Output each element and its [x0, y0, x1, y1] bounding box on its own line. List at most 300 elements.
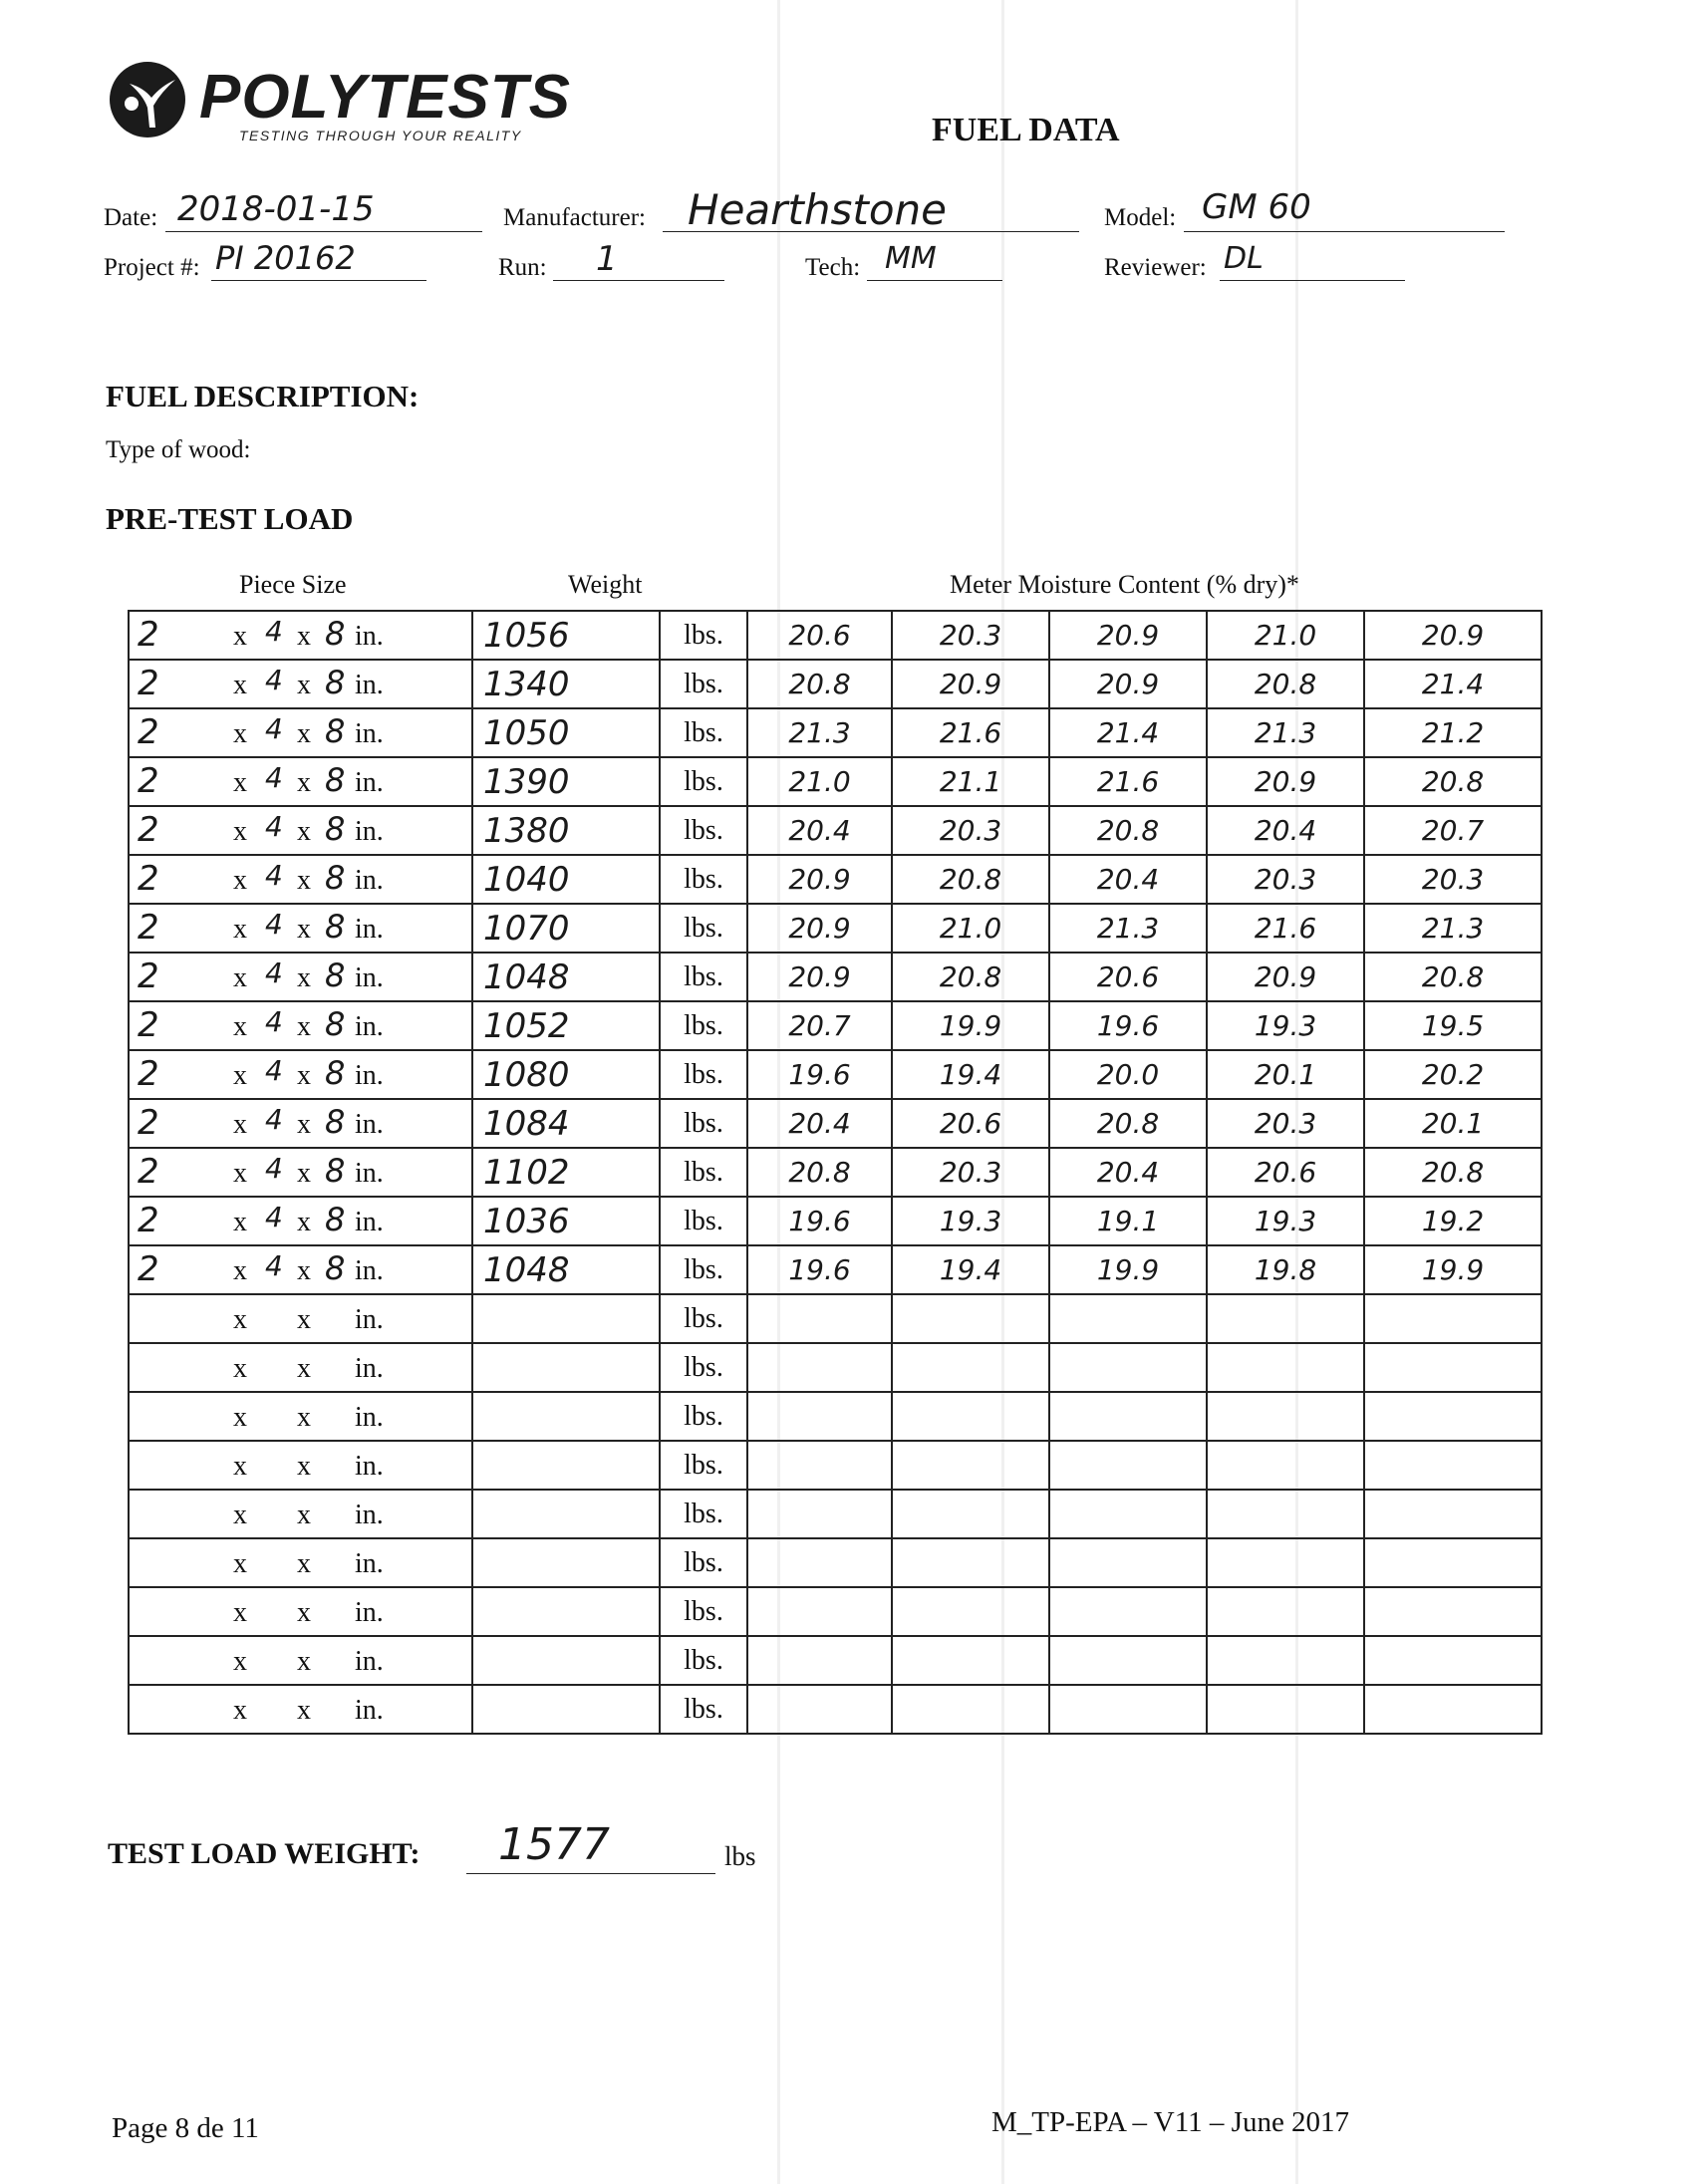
moisture-reading-cell [1207, 1294, 1364, 1343]
moisture-reading-cell [892, 1490, 1049, 1538]
piece-size-cell [129, 953, 472, 1001]
weight-cell [472, 1441, 660, 1490]
moisture-reading-cell: 19.2 [1364, 1197, 1542, 1245]
project-line [211, 280, 426, 281]
model-label: Model: [1104, 204, 1177, 231]
dim-separator-x: x [297, 621, 311, 652]
dim-separator-x: x [233, 865, 247, 896]
dim-separator-x: x [233, 962, 247, 993]
unit-lbs: lbs. [660, 1294, 747, 1343]
weight-header: Weight [568, 570, 643, 599]
dim-separator-x: x [297, 1500, 311, 1530]
table-row [129, 1245, 1542, 1294]
piece-size-cell [129, 1099, 472, 1148]
table-row [129, 1685, 1542, 1734]
moisture-reading-cell: 20.4 [747, 1099, 892, 1148]
unit-lbs: lbs. [660, 1099, 747, 1148]
moisture-reading-cell [747, 1441, 892, 1490]
unit-lbs: lbs. [660, 1538, 747, 1587]
piece-size-cell [129, 1392, 472, 1441]
weight-cell [472, 1343, 660, 1392]
moisture-reading-cell: 21.1 [892, 757, 1049, 806]
moisture-reading-cell: 20.7 [1364, 806, 1542, 855]
reviewer-label: Reviewer: [1104, 254, 1207, 281]
moisture-reading-cell: 21.4 [1364, 660, 1542, 708]
table-row [129, 611, 1542, 660]
dim-separator-x: x [297, 1109, 311, 1140]
piece-dim-c: 8 [325, 956, 346, 994]
unit-in: in. [355, 670, 384, 700]
moisture-reading-cell: 20.3 [892, 611, 1049, 660]
moisture-reading-cell: 19.3 [892, 1197, 1049, 1245]
dim-separator-x: x [297, 670, 311, 700]
piece-size-cell [129, 757, 472, 806]
unit-in: in. [355, 1695, 384, 1726]
weight-cell: 1052 [472, 1001, 660, 1050]
weight-cell: 1380 [472, 806, 660, 855]
weight-cell: 1070 [472, 904, 660, 953]
piece-dim-c: 8 [325, 810, 346, 848]
table-row [129, 660, 1542, 708]
moisture-reading-cell: 19.8 [1207, 1245, 1364, 1294]
unit-in: in. [355, 1402, 384, 1433]
piece-size-cell [129, 1245, 472, 1294]
piece-size-cell [129, 708, 472, 757]
piece-dim-c: 8 [325, 1054, 346, 1092]
table-row [129, 1343, 1542, 1392]
piece-dim-c: 8 [325, 1152, 346, 1190]
moisture-reading-cell: 21.6 [1049, 757, 1207, 806]
moisture-reading-cell [747, 1636, 892, 1685]
weight-cell: 1040 [472, 855, 660, 904]
dim-separator-x: x [297, 1255, 311, 1286]
unit-lbs: lbs. [660, 1245, 747, 1294]
table-row [129, 1099, 1542, 1148]
unit-in: in. [355, 1304, 384, 1335]
table-row [129, 1050, 1542, 1099]
table-row [129, 953, 1542, 1001]
moisture-reading-cell: 20.8 [1049, 1099, 1207, 1148]
moisture-reading-cell [892, 1685, 1049, 1734]
moisture-reading-cell [892, 1538, 1049, 1587]
test-load-weight-label: TEST LOAD WEIGHT: [108, 1837, 421, 1870]
moisture-reading-cell: 19.3 [1207, 1197, 1364, 1245]
piece-dim-a: 2 [138, 1103, 159, 1143]
dim-separator-x: x [233, 1402, 247, 1433]
moisture-reading-cell [892, 1636, 1049, 1685]
dim-separator-x: x [233, 1597, 247, 1628]
dim-separator-x: x [233, 767, 247, 798]
tech-label: Tech: [805, 254, 861, 281]
moisture-reading-cell: 20.4 [1049, 1148, 1207, 1197]
unit-lbs: lbs. [660, 806, 747, 855]
model-value: GM 60 [1202, 187, 1311, 227]
table-row [129, 1441, 1542, 1490]
piece-dim-b: 4 [265, 810, 283, 843]
unit-lbs: lbs. [660, 660, 747, 708]
unit-in: in. [355, 1548, 384, 1579]
piece-size-cell [129, 904, 472, 953]
moisture-reading-cell [1364, 1343, 1542, 1392]
moisture-reading-cell [747, 1685, 892, 1734]
piece-dim-a: 2 [138, 908, 159, 948]
brand-tagline: TESTING THROUGH YOUR REALITY [239, 128, 522, 143]
unit-in: in. [355, 1646, 384, 1677]
piece-dim-b: 4 [265, 1201, 283, 1233]
type-of-wood-label: Type of wood: [106, 436, 251, 463]
unit-in: in. [355, 962, 384, 993]
moisture-reading-cell: 20.8 [1364, 953, 1542, 1001]
weight-cell: 1048 [472, 953, 660, 1001]
dim-separator-x: x [297, 767, 311, 798]
unit-in: in. [355, 1451, 384, 1482]
dim-separator-x: x [233, 816, 247, 847]
test-load-weight-line [466, 1873, 715, 1874]
page-number: Page 8 de 11 [112, 2112, 259, 2144]
dim-separator-x: x [233, 1500, 247, 1530]
moisture-reading-cell: 20.4 [1049, 855, 1207, 904]
table-row [129, 904, 1542, 953]
weight-cell: 1102 [472, 1148, 660, 1197]
weight-cell: 1050 [472, 708, 660, 757]
piece-size-cell [129, 1441, 472, 1490]
unit-in: in. [355, 1207, 384, 1237]
tech-value: MM [885, 241, 937, 276]
reviewer-line [1220, 280, 1405, 281]
moisture-reading-cell: 19.6 [747, 1197, 892, 1245]
unit-lbs: lbs. [660, 1490, 747, 1538]
dim-separator-x: x [233, 621, 247, 652]
unit-in: in. [355, 1353, 384, 1384]
piece-size-cell [129, 611, 472, 660]
piece-dim-a: 2 [138, 664, 159, 703]
manufacturer-value: Hearthstone [688, 185, 948, 234]
moisture-reading-cell [747, 1343, 892, 1392]
unit-lbs: lbs. [660, 1001, 747, 1050]
piece-size-cell [129, 806, 472, 855]
dim-separator-x: x [297, 1207, 311, 1237]
moisture-reading-cell [747, 1392, 892, 1441]
piece-dim-a: 2 [138, 1005, 159, 1045]
dim-separator-x: x [233, 1207, 247, 1237]
piece-size-cell [129, 660, 472, 708]
piece-size-cell [129, 1538, 472, 1587]
moisture-header: Meter Moisture Content (% dry)* [950, 570, 1299, 599]
dim-separator-x: x [297, 718, 311, 749]
table-row [129, 1294, 1542, 1343]
table-row [129, 1392, 1542, 1441]
moisture-reading-cell [747, 1538, 892, 1587]
weight-cell: 1084 [472, 1099, 660, 1148]
moisture-reading-cell [747, 1294, 892, 1343]
dim-separator-x: x [297, 1353, 311, 1384]
unit-lbs: lbs. [660, 1392, 747, 1441]
moisture-reading-cell: 20.3 [1207, 1099, 1364, 1148]
test-load-weight-value: 1577 [498, 1819, 610, 1870]
piece-dim-b: 4 [265, 712, 283, 745]
moisture-reading-cell: 20.3 [1364, 855, 1542, 904]
table-row [129, 1001, 1542, 1050]
unit-in: in. [355, 865, 384, 896]
unit-lbs: lbs. [660, 1441, 747, 1490]
moisture-reading-cell [1207, 1636, 1364, 1685]
piece-dim-a: 2 [138, 1152, 159, 1192]
piece-dim-a: 2 [138, 712, 159, 752]
moisture-reading-cell [1207, 1685, 1364, 1734]
dim-separator-x: x [297, 816, 311, 847]
unit-in: in. [355, 1500, 384, 1530]
piece-size-cell [129, 1001, 472, 1050]
moisture-reading-cell [1364, 1685, 1542, 1734]
moisture-reading-cell: 20.8 [747, 1148, 892, 1197]
unit-in: in. [355, 1158, 384, 1189]
piece-size-cell [129, 1685, 472, 1734]
dim-separator-x: x [233, 718, 247, 749]
piece-dim-c: 8 [325, 1249, 346, 1287]
weight-cell [472, 1636, 660, 1685]
moisture-reading-cell: 21.3 [1049, 904, 1207, 953]
moisture-reading-cell [1049, 1587, 1207, 1636]
unit-in: in. [355, 1255, 384, 1286]
moisture-reading-cell [1049, 1392, 1207, 1441]
moisture-reading-cell: 20.9 [747, 953, 892, 1001]
unit-lbs: lbs. [660, 1050, 747, 1099]
unit-lbs: lbs. [660, 904, 747, 953]
moisture-reading-cell: 19.5 [1364, 1001, 1542, 1050]
dim-separator-x: x [233, 1695, 247, 1726]
moisture-reading-cell [747, 1490, 892, 1538]
moisture-reading-cell: 19.6 [1049, 1001, 1207, 1050]
weight-cell [472, 1392, 660, 1441]
moisture-reading-cell [1049, 1294, 1207, 1343]
piece-dim-a: 2 [138, 810, 159, 850]
moisture-reading-cell [1364, 1587, 1542, 1636]
tech-line [867, 280, 1002, 281]
moisture-reading-cell: 20.8 [1049, 806, 1207, 855]
piece-dim-a: 2 [138, 859, 159, 899]
moisture-reading-cell: 20.8 [892, 855, 1049, 904]
piece-dim-a: 2 [138, 1054, 159, 1094]
unit-in: in. [355, 914, 384, 945]
piece-dim-b: 4 [265, 1249, 283, 1282]
unit-lbs: lbs. [660, 953, 747, 1001]
polytests-logo-icon [110, 62, 185, 137]
moisture-reading-cell: 20.0 [1049, 1050, 1207, 1099]
piece-dim-a: 2 [138, 761, 159, 801]
moisture-reading-cell: 19.9 [1049, 1245, 1207, 1294]
unit-in: in. [355, 1597, 384, 1628]
moisture-reading-cell [1364, 1538, 1542, 1587]
unit-in: in. [355, 718, 384, 749]
piece-dim-a: 2 [138, 615, 159, 655]
piece-dim-b: 4 [265, 1103, 283, 1136]
document-reference: M_TP-EPA – V11 – June 2017 [991, 2106, 1350, 2138]
piece-dim-c: 8 [325, 908, 346, 946]
moisture-reading-cell [747, 1587, 892, 1636]
weight-cell [472, 1490, 660, 1538]
moisture-reading-cell [1364, 1441, 1542, 1490]
moisture-reading-cell: 20.9 [1207, 953, 1364, 1001]
table-row [129, 1587, 1542, 1636]
dim-separator-x: x [297, 1451, 311, 1482]
moisture-reading-cell: 19.1 [1049, 1197, 1207, 1245]
dim-separator-x: x [233, 1353, 247, 1384]
table-row [129, 1197, 1542, 1245]
piece-dim-b: 4 [265, 908, 283, 941]
unit-lbs: lbs. [660, 1148, 747, 1197]
unit-lbs: lbs. [660, 1343, 747, 1392]
moisture-reading-cell [1364, 1294, 1542, 1343]
unit-lbs: lbs. [660, 1197, 747, 1245]
unit-lbs: lbs. [660, 611, 747, 660]
date-label: Date: [104, 204, 158, 231]
piece-dim-a: 2 [138, 1249, 159, 1289]
moisture-reading-cell [1049, 1636, 1207, 1685]
moisture-reading-cell [892, 1343, 1049, 1392]
unit-in: in. [355, 621, 384, 652]
piece-size-cell [129, 1490, 472, 1538]
weight-cell: 1036 [472, 1197, 660, 1245]
weight-cell: 1340 [472, 660, 660, 708]
pre-test-load-heading: PRE-TEST LOAD [106, 501, 354, 536]
dim-separator-x: x [233, 1548, 247, 1579]
piece-dim-c: 8 [325, 664, 346, 701]
piece-dim-b: 4 [265, 956, 283, 989]
moisture-reading-cell: 21.0 [747, 757, 892, 806]
unit-in: in. [355, 1109, 384, 1140]
unit-in: in. [355, 1011, 384, 1042]
moisture-reading-cell: 20.4 [747, 806, 892, 855]
piece-dim-c: 8 [325, 761, 346, 799]
piece-dim-b: 4 [265, 1054, 283, 1087]
moisture-reading-cell: 21.0 [892, 904, 1049, 953]
weight-cell: 1080 [472, 1050, 660, 1099]
piece-size-cell [129, 1050, 472, 1099]
dim-separator-x: x [297, 865, 311, 896]
unit-lbs: lbs. [660, 1636, 747, 1685]
pre-test-load-table [128, 610, 1543, 1735]
moisture-reading-cell [1049, 1538, 1207, 1587]
dim-separator-x: x [297, 1597, 311, 1628]
piece-dim-b: 4 [265, 1152, 283, 1185]
piece-size-cell [129, 1636, 472, 1685]
dim-separator-x: x [233, 1011, 247, 1042]
moisture-reading-cell [892, 1294, 1049, 1343]
dim-separator-x: x [233, 1304, 247, 1335]
page-title: FUEL DATA [932, 112, 1120, 148]
moisture-reading-cell: 20.9 [1049, 611, 1207, 660]
run-value: 1 [596, 239, 618, 279]
moisture-reading-cell: 20.2 [1364, 1050, 1542, 1099]
unit-lbs: lbs. [660, 757, 747, 806]
moisture-reading-cell: 20.6 [1207, 1148, 1364, 1197]
moisture-reading-cell [1207, 1490, 1364, 1538]
moisture-reading-cell [1049, 1441, 1207, 1490]
table-row [129, 1490, 1542, 1538]
dim-separator-x: x [297, 1304, 311, 1335]
moisture-reading-cell: 20.9 [747, 855, 892, 904]
piece-dim-b: 4 [265, 761, 283, 794]
table-row [129, 757, 1542, 806]
moisture-reading-cell: 20.1 [1207, 1050, 1364, 1099]
moisture-reading-cell: 20.1 [1364, 1099, 1542, 1148]
piece-dim-c: 8 [325, 615, 346, 653]
unit-in: in. [355, 1060, 384, 1091]
dim-separator-x: x [297, 962, 311, 993]
dim-separator-x: x [233, 1060, 247, 1091]
moisture-reading-cell: 21.4 [1049, 708, 1207, 757]
moisture-reading-cell: 20.9 [747, 904, 892, 953]
dim-separator-x: x [233, 1451, 247, 1482]
piece-size-cell [129, 1148, 472, 1197]
dim-separator-x: x [233, 1255, 247, 1286]
moisture-reading-cell [1207, 1538, 1364, 1587]
moisture-reading-cell: 20.9 [892, 660, 1049, 708]
moisture-reading-cell [1207, 1587, 1364, 1636]
piece-dim-a: 2 [138, 1201, 159, 1240]
weight-cell [472, 1538, 660, 1587]
dim-separator-x: x [297, 1695, 311, 1726]
moisture-reading-cell: 21.3 [747, 708, 892, 757]
dim-separator-x: x [297, 1646, 311, 1677]
piece-dim-b: 4 [265, 615, 283, 648]
dim-separator-x: x [297, 1158, 311, 1189]
moisture-reading-cell: 20.6 [1049, 953, 1207, 1001]
reviewer-value: DL [1224, 241, 1264, 276]
piece-size-cell [129, 1587, 472, 1636]
weight-cell [472, 1685, 660, 1734]
moisture-reading-cell: 19.4 [892, 1245, 1049, 1294]
weight-cell [472, 1587, 660, 1636]
piece-dim-c: 8 [325, 859, 346, 897]
moisture-reading-cell [892, 1587, 1049, 1636]
table-row [129, 708, 1542, 757]
moisture-reading-cell [892, 1441, 1049, 1490]
piece-dim-a: 2 [138, 956, 159, 996]
unit-lbs: lbs. [660, 1587, 747, 1636]
piece-dim-c: 8 [325, 1103, 346, 1141]
moisture-reading-cell: 19.6 [747, 1050, 892, 1099]
model-line [1184, 231, 1505, 232]
run-line [553, 280, 724, 281]
moisture-reading-cell: 19.4 [892, 1050, 1049, 1099]
dim-separator-x: x [297, 1548, 311, 1579]
moisture-reading-cell: 20.3 [892, 806, 1049, 855]
table-row [129, 855, 1542, 904]
moisture-reading-cell: 20.7 [747, 1001, 892, 1050]
piece-dim-b: 4 [265, 664, 283, 696]
piece-dim-b: 4 [265, 1005, 283, 1038]
moisture-reading-cell: 20.8 [1364, 757, 1542, 806]
piece-dim-c: 8 [325, 712, 346, 750]
moisture-reading-cell [1207, 1392, 1364, 1441]
moisture-reading-cell [1364, 1490, 1542, 1538]
moisture-reading-cell: 20.6 [747, 611, 892, 660]
piece-size-header: Piece Size [239, 570, 347, 599]
weight-cell: 1048 [472, 1245, 660, 1294]
moisture-reading-cell [892, 1392, 1049, 1441]
weight-cell: 1056 [472, 611, 660, 660]
moisture-reading-cell: 20.9 [1049, 660, 1207, 708]
moisture-reading-cell: 19.3 [1207, 1001, 1364, 1050]
date-value: 2018-01-15 [177, 189, 375, 229]
piece-size-cell [129, 1197, 472, 1245]
piece-dim-c: 8 [325, 1201, 346, 1238]
moisture-reading-cell: 20.8 [1364, 1148, 1542, 1197]
dim-separator-x: x [233, 1109, 247, 1140]
moisture-reading-cell [1049, 1685, 1207, 1734]
project-label: Project #: [104, 254, 200, 281]
